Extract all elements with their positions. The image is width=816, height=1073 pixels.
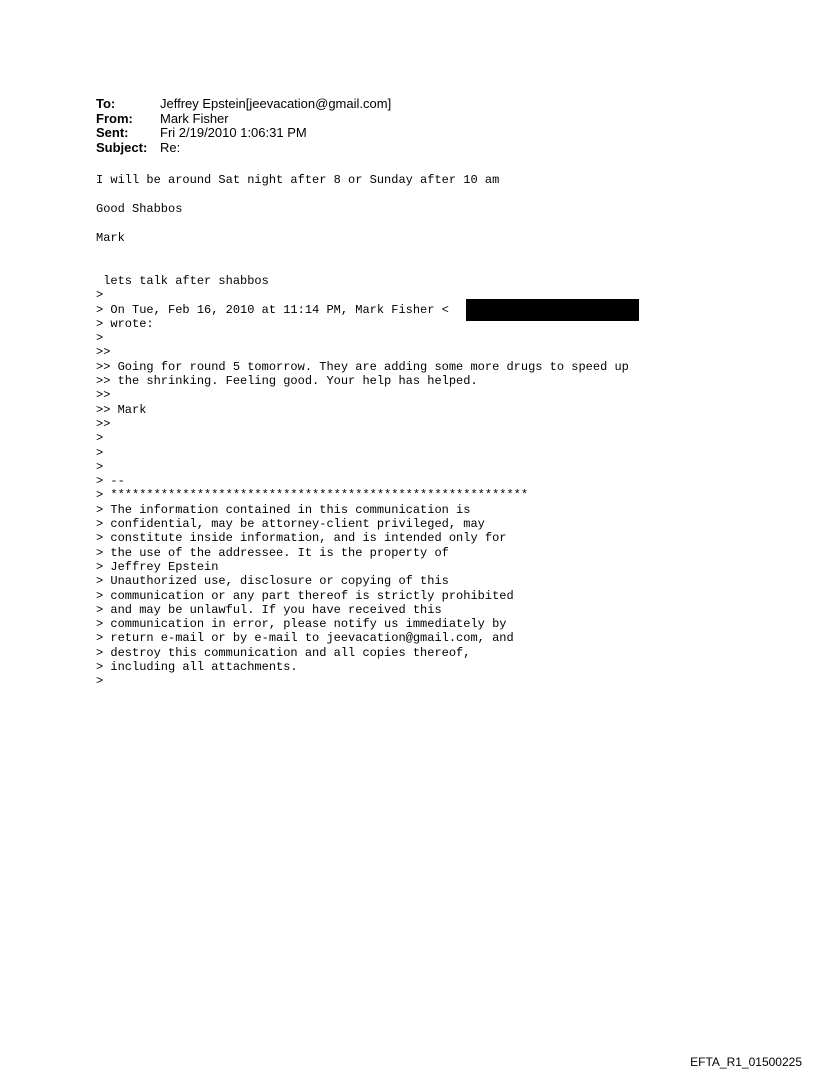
from-value: Mark Fisher bbox=[160, 110, 229, 126]
to-label: To: bbox=[96, 96, 116, 111]
sent-value: Fri 2/19/2010 1:06:31 PM bbox=[160, 125, 307, 140]
document-id: EFTA_R1_01500225 bbox=[690, 1055, 802, 1069]
subject-row bbox=[96, 141, 391, 156]
sent-label: Sent: bbox=[96, 125, 129, 140]
from-label: From: bbox=[96, 110, 133, 126]
subject-value: Re: bbox=[160, 139, 181, 155]
to-value: Jeffrey Epstein[jeevacation@gmail.com] bbox=[160, 96, 392, 111]
body-line-signature: Mark bbox=[96, 231, 125, 245]
sent-row bbox=[96, 126, 391, 141]
redaction-box bbox=[466, 299, 639, 321]
body-line-availability: I will be around Sat night after 8 or Sunday after 10 am bbox=[96, 173, 500, 187]
email-header bbox=[96, 97, 391, 155]
quoted-thread: lets talk after shabbos > > On Tue, Feb 16, 2010 at 11:14 PM, Mark Fisher < > wrote: > >> >> Going for round 5 tomorrow. They are adding some more drugs to speed up >> the shrinking. Feeling good. Your help has helped. >> >> Mark >> > > > > -- > ********************************************************** > The information contained in this communication is > confidential, may be attorney-client privileged, may > constitute inside information, and is intended only for > the use of the addressee. It is the property of > Jeffrey Epstein > Unauthorized use, disclosure or copying of this > communication or any part thereof is strictly prohibited > and may be unlawful. If you have received this > communication in error, please notify us immediately by > return e-mail or by e-mail to jeevacation@gmail.com, and > destroy this communication and all copies thereof, > including all attachments. > bbox=[96, 274, 629, 689]
subject-label: Subject: bbox=[96, 139, 148, 155]
body-line-greeting: Good Shabbos bbox=[96, 202, 183, 216]
to-row bbox=[96, 97, 391, 112]
from-row bbox=[96, 112, 391, 127]
